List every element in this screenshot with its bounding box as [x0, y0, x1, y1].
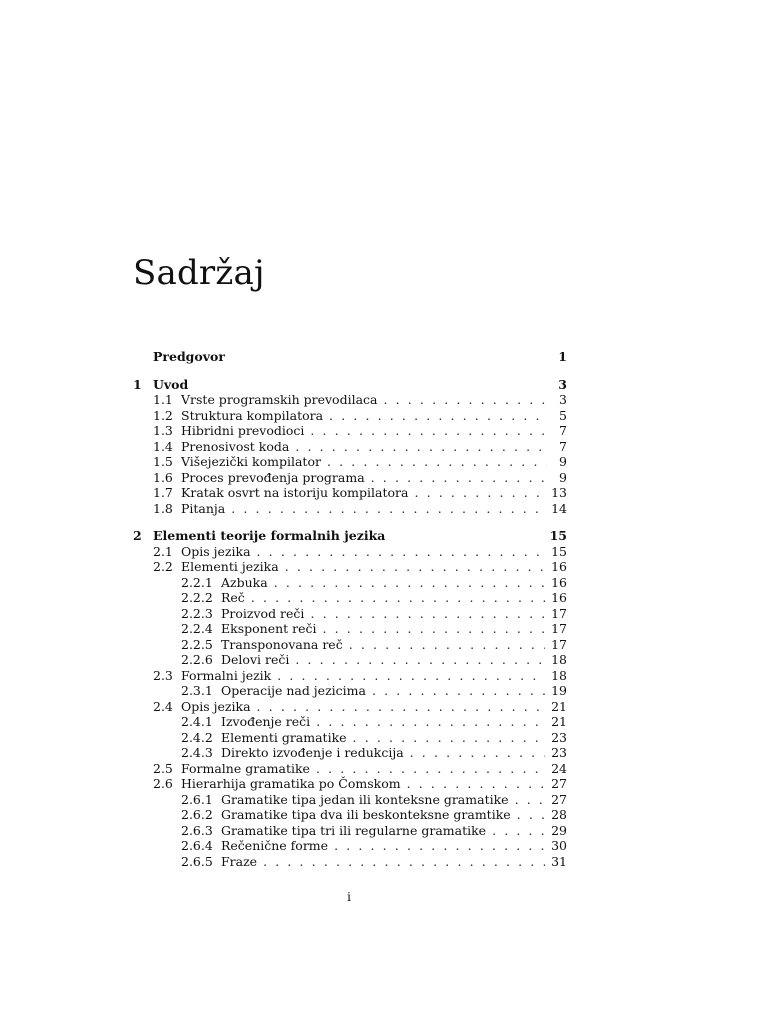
toc-number: 1.7 [153, 485, 173, 500]
toc-chapters [133, 365, 567, 870]
toc-subsection[interactable] [133, 606, 567, 622]
toc-subsection[interactable] [133, 838, 567, 854]
toc-dot-leader [407, 776, 545, 792]
toc-number: 1.5 [153, 454, 173, 469]
toc-dot-leader [295, 439, 547, 455]
toc-number: 2.2 [153, 559, 173, 574]
toc-subsection[interactable] [133, 807, 567, 823]
toc-dot-leader [414, 485, 545, 501]
toc-title: Proizvod reči [221, 605, 305, 621]
toc-dot-leader [285, 559, 545, 575]
toc-page: 27 [551, 776, 567, 791]
toc-number: 2.4.3 [181, 745, 213, 760]
toc-subsection[interactable] [133, 590, 567, 606]
toc-number: 1.1 [153, 392, 173, 407]
toc-section[interactable] [133, 668, 567, 684]
toc-section[interactable] [133, 454, 567, 470]
table-of-contents [133, 349, 567, 869]
page-number: i [347, 889, 351, 904]
toc-dot-leader [410, 745, 545, 761]
toc-title: Elementi jezika [181, 559, 279, 574]
toc-subsection[interactable] [133, 575, 567, 591]
toc-gap [133, 516, 567, 528]
toc-page: 18 [551, 652, 567, 667]
toc-page: 21 [551, 698, 567, 714]
toc-title: Formalni jezik [181, 667, 272, 683]
toc-dot-leader [310, 606, 545, 622]
toc-title: Prenosivost koda [181, 438, 290, 454]
toc-section[interactable] [133, 392, 567, 408]
toc-subsection[interactable] [133, 621, 567, 637]
toc-title: Hierarhija gramatika po Čomskom [181, 776, 401, 791]
toc-number: 2.3 [153, 667, 173, 683]
toc-subsection[interactable] [133, 792, 567, 808]
toc-number: 2.4 [153, 698, 173, 714]
toc-subsection[interactable] [133, 714, 567, 730]
toc-section[interactable] [133, 544, 567, 560]
toc-dot-leader [517, 807, 545, 823]
toc-page: 23 [551, 745, 567, 760]
toc-page: 9 [559, 454, 567, 469]
toc-page: 7 [559, 423, 567, 438]
toc-number: 2.6.4 [181, 838, 213, 853]
toc-dot-leader [310, 423, 547, 439]
toc-page: 21 [551, 714, 567, 729]
toc-page: 1 [558, 349, 567, 364]
page-title: Sadržaj [133, 253, 265, 293]
toc-number: 1.2 [153, 407, 173, 423]
toc-dot-leader [274, 575, 545, 591]
toc-dot-leader [492, 823, 545, 839]
toc-subsection[interactable] [133, 652, 567, 668]
toc-dot-leader [257, 699, 546, 715]
toc-section[interactable] [133, 776, 567, 792]
toc-section[interactable] [133, 470, 567, 486]
toc-page: 30 [551, 838, 567, 853]
toc-title: Gramatike tipa dva ili beskonteksne gramtike [221, 807, 511, 822]
toc-title: Kratak osvrt na istoriju kompilatora [181, 485, 409, 500]
toc-page: 24 [551, 760, 567, 776]
toc-page: 16 [551, 590, 567, 605]
toc-number: 1.3 [153, 423, 173, 438]
toc-section[interactable] [133, 485, 567, 501]
toc-page: 14 [551, 500, 567, 516]
toc-dot-leader [277, 668, 545, 684]
toc-number: 2.6.2 [181, 807, 213, 822]
toc-title: Izvođenje reči [221, 714, 311, 729]
toc-number: 2.3.1 [181, 683, 213, 698]
toc-dot-leader [323, 621, 546, 637]
toc-title: Hibridni prevodioci [181, 423, 305, 438]
toc-title: Pitanja [181, 500, 226, 516]
toc-number: 2.5 [153, 760, 173, 776]
toc-dot-leader [295, 652, 545, 668]
toc-title: Rečenične forme [221, 838, 329, 853]
toc-page: 27 [551, 791, 567, 807]
toc-page: 16 [551, 559, 567, 574]
toc-page: 28 [551, 807, 567, 822]
toc-number: 2.6.5 [181, 853, 213, 869]
toc-section[interactable] [133, 699, 567, 715]
toc-title: Azbuka [221, 574, 268, 590]
toc-page: 15 [551, 543, 567, 559]
toc-title: Opis jezika [181, 543, 251, 559]
toc-title: Višejezički kompilator [181, 454, 321, 469]
toc-section[interactable] [133, 423, 567, 439]
toc-dot-leader [316, 761, 545, 777]
toc-page: 17 [551, 621, 567, 636]
toc-title: Elementi gramatike [221, 729, 347, 745]
toc-title: Formalne gramatike [181, 760, 310, 776]
toc-number: 2.2.5 [181, 636, 213, 652]
toc-title: Elementi teorije formalnih jezika [153, 528, 386, 543]
toc-number: 2.4.1 [181, 714, 213, 729]
toc-dot-leader [263, 854, 545, 870]
toc-page: 31 [551, 853, 567, 869]
toc-subsection[interactable] [133, 683, 567, 699]
toc-section[interactable] [133, 501, 567, 517]
toc-number: 1.8 [153, 500, 173, 516]
toc-number: 2.2.6 [181, 652, 213, 667]
toc-page: 9 [559, 469, 567, 485]
toc-number: 1.6 [153, 469, 173, 485]
toc-page: 19 [551, 683, 567, 698]
toc-dot-leader [257, 544, 546, 560]
toc-preface[interactable] [133, 349, 567, 365]
toc-number: 1 [133, 376, 142, 392]
toc-dot-leader [316, 714, 545, 730]
toc-dot-leader [251, 590, 545, 606]
toc-dot-leader [371, 470, 547, 486]
toc-number: 2 [133, 528, 142, 543]
toc-page: 17 [551, 636, 567, 652]
toc-number: 1.4 [153, 438, 173, 454]
toc-subsection[interactable] [133, 745, 567, 761]
toc-section[interactable] [133, 559, 567, 575]
toc-page: 3 [559, 392, 567, 407]
toc-title: Gramatike tipa jedan ili konteksne gramatike [221, 791, 509, 807]
toc-page: 23 [551, 729, 567, 745]
toc-gap [133, 365, 567, 377]
toc-title: Opis jezika [181, 698, 251, 714]
toc-title: Reč [221, 590, 245, 605]
toc-title: Predgovor [153, 349, 225, 364]
toc-page: 13 [551, 485, 567, 500]
toc-section[interactable] [133, 439, 567, 455]
toc-dot-leader [349, 637, 545, 653]
toc-dot-leader [353, 730, 546, 746]
toc-number: 2.2.2 [181, 590, 213, 605]
toc-page: 29 [551, 822, 567, 838]
toc-dot-leader [334, 838, 545, 854]
toc-page: 5 [559, 407, 567, 423]
toc-chapter[interactable] [133, 528, 567, 544]
toc-subsection[interactable] [133, 730, 567, 746]
toc-number: 2.4.2 [181, 729, 213, 745]
toc-number: 2.6 [153, 776, 173, 791]
toc-dot-leader [231, 501, 545, 517]
toc-number: 2.1 [153, 543, 173, 559]
toc-page: 16 [551, 574, 567, 590]
toc-chapter[interactable] [133, 377, 567, 393]
toc-subsection[interactable] [133, 823, 567, 839]
toc-section[interactable] [133, 761, 567, 777]
toc-dot-leader [372, 683, 545, 699]
toc-dot-leader [329, 408, 547, 424]
toc-subsection[interactable] [133, 854, 567, 870]
toc-page: 18 [551, 667, 567, 683]
toc-number: 2.6.1 [181, 791, 213, 807]
toc-title: Gramatike tipa tri ili regularne gramatike [221, 822, 487, 838]
toc-title: Delovi reči [221, 652, 290, 667]
toc-title: Direkto izvođenje i redukcija [221, 745, 404, 760]
toc-title: Struktura kompilatora [181, 407, 324, 423]
toc-dot-leader [383, 392, 547, 408]
toc-dot-leader [327, 454, 547, 470]
toc-subsection[interactable] [133, 637, 567, 653]
toc-title: Transponovana reč [221, 636, 343, 652]
toc-section[interactable] [133, 408, 567, 424]
toc-number: 2.2.1 [181, 574, 213, 590]
toc-number: 2.6.3 [181, 822, 213, 838]
toc-title: Uvod [153, 376, 189, 392]
toc-dot-leader [515, 792, 546, 808]
toc-number: 2.2.3 [181, 605, 213, 621]
toc-page: 17 [551, 605, 567, 621]
toc-title: Fraze [221, 853, 258, 869]
toc-page: 7 [559, 438, 567, 454]
toc-title: Eksponent reči [221, 621, 317, 636]
toc-title: Operacije nad jezicima [221, 683, 366, 698]
toc-page: 15 [549, 528, 567, 543]
toc-title: Vrste programskih prevodilaca [181, 392, 378, 407]
toc-page: 3 [558, 376, 567, 392]
toc-number: 2.2.4 [181, 621, 213, 636]
toc-title: Proces prevođenja programa [181, 469, 365, 485]
